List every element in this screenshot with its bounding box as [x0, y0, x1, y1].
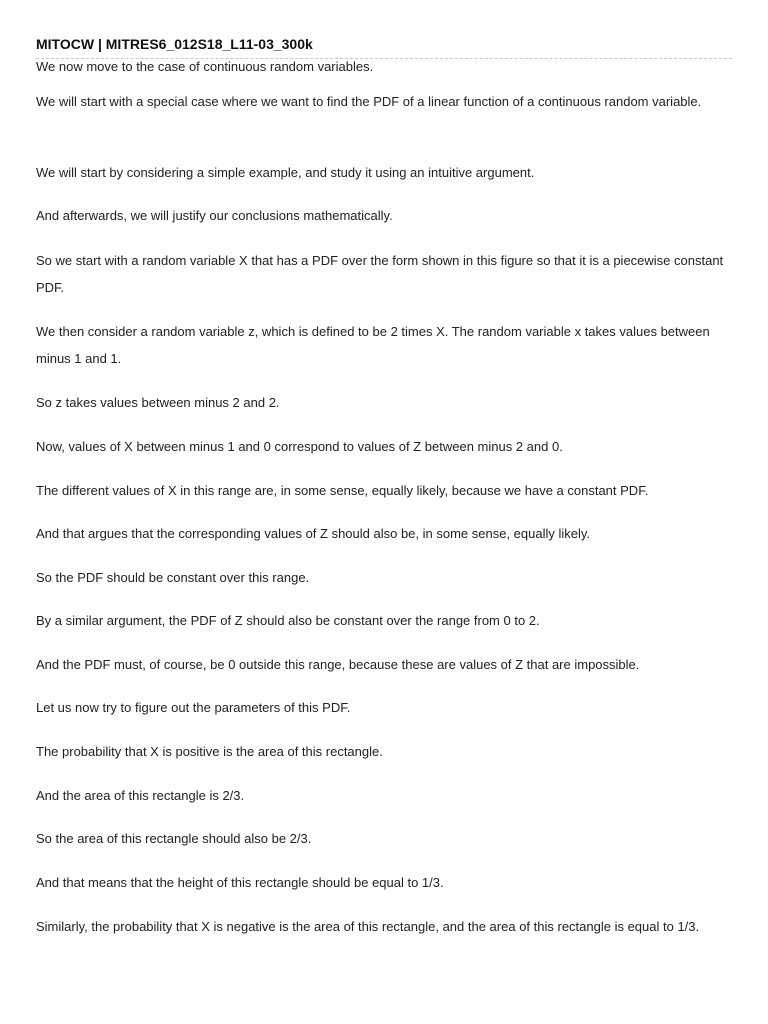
paragraph: Now, values of X between minus 1 and 0 correspond to values of Z between minus 2 and 0. — [36, 439, 563, 454]
paragraph: We now move to the case of continuous random variables. — [36, 59, 374, 74]
paragraph: Similarly, the probability that X is negative is the area of this rectangle, and the area of this rectangle is equal to 1/3. — [36, 919, 700, 934]
paragraph: And the area of this rectangle is 2/3. — [36, 788, 245, 803]
paragraph: And that argues that the corresponding values of Z should also be, in some sense, equally likely. — [36, 526, 591, 541]
paragraph: So the area of this rectangle should also be 2/3. — [36, 831, 312, 846]
paragraph: And the PDF must, of course, be 0 outside this range, because these are values of Z that are impossible. — [36, 657, 640, 672]
paragraph: And that means that the height of this rectangle should be equal to 1/3. — [36, 875, 444, 890]
paragraph: We then consider a random variable z, which is defined to be 2 times X. The random variable x takes values between minus 1 and 1. — [36, 324, 710, 366]
paragraph: So we start with a random variable X that has a PDF over the form shown in this figure so that it is a piecewise constant PDF. — [36, 253, 724, 295]
paragraph: So z takes values between minus 2 and 2. — [36, 395, 280, 410]
paragraph: And afterwards, we will justify our conclusions mathematically. — [36, 208, 393, 223]
paragraph: We will start by considering a simple example, and study it using an intuitive argument. — [36, 165, 535, 180]
paragraph: By a similar argument, the PDF of Z should also be constant over the range from 0 to 2. — [36, 613, 540, 628]
paragraph: So the PDF should be constant over this range. — [36, 570, 310, 585]
paragraph: We will start with a special case where we want to find the PDF of a linear function of a continuous random variable. — [36, 94, 702, 109]
paragraph: The different values of X in this range are, in some sense, equally likely, because we have a constant PDF. — [36, 483, 649, 498]
paragraph: The probability that X is positive is the area of this rectangle. — [36, 744, 383, 759]
paragraph: Let us now try to figure out the parameters of this PDF. — [36, 700, 351, 715]
document-title: MITOCW | MITRES6_012S18_L11-03_300k — [36, 36, 313, 52]
